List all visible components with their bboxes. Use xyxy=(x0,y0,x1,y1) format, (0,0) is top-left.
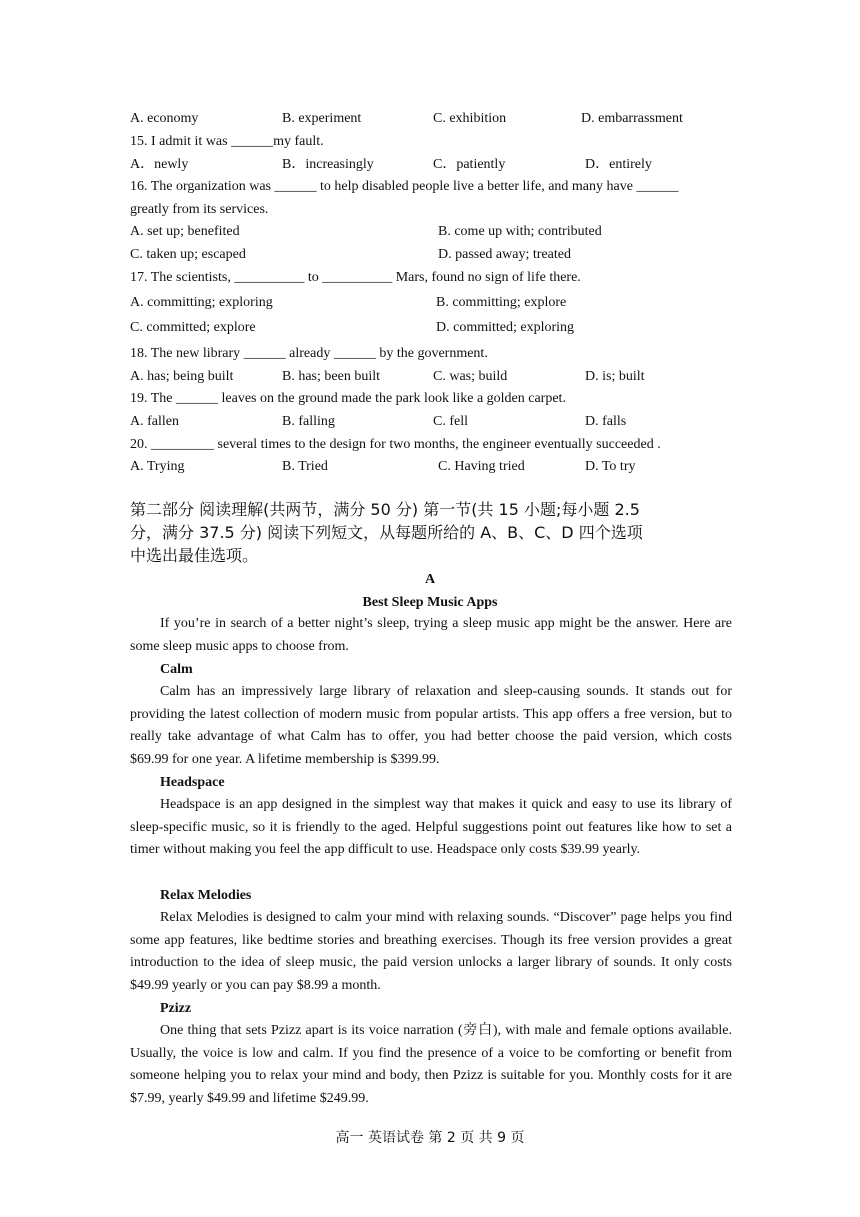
q20-option-b: B. Tried xyxy=(282,459,328,474)
q19-option-c: C. fell xyxy=(433,414,468,429)
part2-instruction-line3: 中选出最佳选项。 xyxy=(130,546,259,565)
q15-option-a: A．newly xyxy=(130,157,189,172)
q16-option-c: C. taken up; escaped xyxy=(130,247,246,262)
q16-option-b: B. come up with; contributed xyxy=(438,224,602,239)
q19-stem: 19. The ______ leaves on the ground made the park look like a golden carpet. xyxy=(130,391,566,406)
q14-option-c: C. exhibition xyxy=(433,111,507,126)
q16-stem-line1: 16. The organization was ______ to help disabled people live a better life, and many have ______ xyxy=(130,179,679,194)
q15-option-d: D．entirely xyxy=(585,157,652,172)
q19-option-d: D. falls xyxy=(585,414,627,429)
q14-option-a: A. economy xyxy=(130,111,199,126)
pzizz-paragraph: One thing that sets Pzizz apart is its voice narration (旁白), with male and female options available. Usually, the voice is low and calm. If you find the presence of a voice to be comforting or benefit from someone helping you to relax your mind and body, then Pzizz is suitable for you. Monthly costs for it are $7.99, yearly $49.99 and lifetime $249.99. xyxy=(130,1023,732,1106)
relax-melodies-paragraph: Relax Melodies is designed to calm your mind with relaxing sounds. “Discover” page helps you find some app features, like bedtime stories and breathing exercises. Though its free version provides a great introduction to the idea of sleep music, the paid version unlocks a larger library of sounds. It only costs $49.99 yearly or you can pay $8.99 a month. xyxy=(130,910,732,993)
q17-option-b: B. committing; explore xyxy=(436,295,567,310)
q14-option-b: B. experiment xyxy=(282,111,362,126)
q19-option-a: A. fallen xyxy=(130,414,179,429)
page-footer: 高一 英语试卷 第 2 页 共 9 页 xyxy=(335,1130,525,1146)
q20-option-d: D. To try xyxy=(585,459,636,474)
q17-stem: 17. The scientists, __________ to __________ Mars, found no sign of life there. xyxy=(130,270,581,285)
q17-option-c: C. committed; explore xyxy=(130,320,256,335)
q20-stem: 20. _________ several times to the design for two months, the engineer eventually succeeded . xyxy=(130,437,661,452)
q20-option-a: A. Trying xyxy=(130,459,185,474)
q18-stem: 18. The new library ______ already ______ by the government. xyxy=(130,346,488,361)
relax-melodies-heading: Relax Melodies xyxy=(160,888,252,903)
q17-option-d: D. committed; exploring xyxy=(436,320,575,335)
q16-option-d: D. passed away; treated xyxy=(438,247,571,262)
pzizz-heading: Pzizz xyxy=(160,1001,192,1016)
part2-instruction-line2: 分，满分 37.5 分) 阅读下列短文，从每题所给的 A、B、C、D 四个选项 xyxy=(130,523,643,542)
q16-stem-line2: greatly from its services. xyxy=(130,202,269,217)
q17-option-a: A. committing; exploring xyxy=(130,295,273,310)
q15-option-b: B．increasingly xyxy=(282,157,374,172)
passage-intro: If you’re in search of a better night’s sleep, trying a sleep music app might be the answer. Here are some sleep music apps to choose from. xyxy=(130,616,732,654)
q20-option-c: C. Having tried xyxy=(438,459,525,474)
calm-paragraph: Calm has an impressively large library of relaxation and sleep-causing sounds. It stands out for providing the latest collection of modern music from popular artists. This app offers a free version, but to really take advantage of what Calm has to offer, you had better choose the paid version, which costs $69.99 for one year. A lifetime membership is $399.99. xyxy=(130,684,732,767)
passage-title: Best Sleep Music Apps xyxy=(362,595,498,610)
headspace-paragraph: Headspace is an app designed in the simplest way that makes it quick and easy to use its library of sleep-specific music, so it is friendly to the aged. Helpful suggestions point out features like how to set a timer without making you feel the app difficult to use. Headspace only costs $39.99 yearly. xyxy=(130,797,732,858)
q16-option-a: A. set up; benefited xyxy=(130,224,240,239)
q19-option-b: B. falling xyxy=(282,414,335,429)
passage-letter: A xyxy=(424,572,436,587)
q18-option-b: B. has; been built xyxy=(282,369,380,384)
q18-option-d: D. is; built xyxy=(585,369,645,384)
q18-option-a: A. has; being built xyxy=(130,369,234,384)
q15-option-c: C．patiently xyxy=(433,157,506,172)
q18-option-c: C. was; build xyxy=(433,369,508,384)
calm-heading: Calm xyxy=(160,662,193,677)
headspace-heading: Headspace xyxy=(160,775,225,790)
q14-option-d: D. embarrassment xyxy=(581,111,683,126)
part2-instruction-line1: 第二部分 阅读理解(共两节，满分 50 分) 第一节(共 15 小题;每小题 2.5 xyxy=(130,500,640,519)
q15-stem: 15. I admit it was ______my fault. xyxy=(130,134,324,149)
